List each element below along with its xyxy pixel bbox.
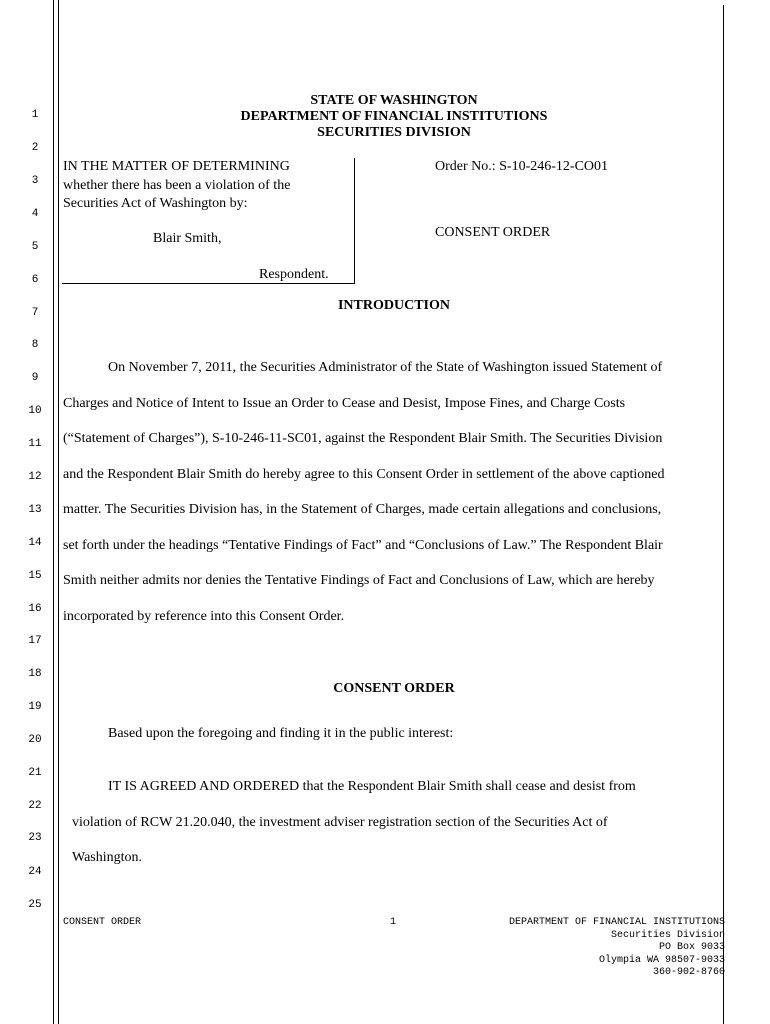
line-number: 2 bbox=[31, 142, 39, 154]
line-number: 17 bbox=[28, 635, 42, 647]
line-number: 5 bbox=[31, 241, 39, 253]
ordered-line: Washington. bbox=[72, 850, 143, 865]
footer-division: Securities Division bbox=[610, 929, 725, 941]
left-margin-rule bbox=[53, 0, 54, 1024]
line-number: 11 bbox=[28, 438, 42, 450]
line-number: 12 bbox=[28, 471, 42, 483]
line-number: 13 bbox=[28, 504, 42, 516]
footer-city: Olympia WA 98507-9033 bbox=[598, 954, 725, 966]
intro-line: matter. The Securities Division has, in the Statement of Charges, made certain allegations and conclusions, bbox=[63, 502, 662, 517]
footer-phone: 360-902-8760 bbox=[652, 967, 725, 978]
line-number: 10 bbox=[28, 405, 42, 417]
intro-line: set forth under the headings “Tentative Findings of Fact” and “Conclusions of Law.” The Respondent Blair bbox=[63, 538, 663, 553]
line-number: 19 bbox=[28, 701, 42, 713]
line-number: 1 bbox=[31, 109, 39, 121]
line-number: 24 bbox=[28, 866, 42, 878]
line-number: 21 bbox=[28, 767, 42, 779]
ordered-line: IT IS AGREED AND ORDERED that the Respondent Blair Smith shall cease and desist from bbox=[108, 779, 636, 794]
line-number: 23 bbox=[28, 832, 42, 844]
intro-line: Charges and Notice of Intent to Issue an Order to Cease and Desist, Impose Fines, and Charge Costs bbox=[63, 396, 626, 411]
respondent-name: Blair Smith, bbox=[153, 231, 222, 246]
line-number: 6 bbox=[31, 274, 39, 286]
line-number: 22 bbox=[28, 800, 42, 812]
footer-address bbox=[509, 917, 725, 980]
footer-department: DEPARTMENT OF FINANCIAL INSTITUTIONS bbox=[508, 917, 725, 928]
consent-order-heading: CONSENT ORDER bbox=[333, 681, 455, 696]
intro-line: (“Statement of Charges”), S-10-246-11-SC01, against the Respondent Blair Smith. The Securities Division bbox=[63, 431, 663, 446]
order-type: CONSENT ORDER bbox=[435, 225, 551, 240]
line-number: 16 bbox=[28, 603, 42, 615]
footer-po-box: PO Box 9033 bbox=[658, 942, 725, 953]
intro-line: On November 7, 2011, the Securities Administrator of the State of Washington issued Statement of bbox=[108, 360, 663, 375]
matter-line-1: IN THE MATTER OF DETERMINING bbox=[63, 159, 290, 174]
line-number: 4 bbox=[31, 208, 39, 220]
header-department: DEPARTMENT OF FINANCIAL INSTITUTIONS bbox=[240, 109, 548, 124]
line-number: 20 bbox=[28, 734, 42, 746]
right-margin-rule bbox=[723, 5, 724, 1024]
line-number: 18 bbox=[28, 668, 42, 680]
intro-line: incorporated by reference into this Consent Order. bbox=[63, 609, 345, 624]
line-number: 9 bbox=[31, 372, 39, 384]
intro-line: and the Respondent Blair Smith do hereby agree to this Consent Order in settlement of the above captioned bbox=[63, 467, 665, 482]
caption-right-rule bbox=[354, 158, 355, 283]
line-number: 7 bbox=[31, 307, 39, 319]
line-number: 14 bbox=[28, 537, 42, 549]
header-state: STATE OF WASHINGTON bbox=[310, 93, 478, 108]
left-margin-rule-inner bbox=[58, 0, 59, 1024]
matter-line-2: whether there has been a violation of the bbox=[63, 178, 291, 193]
footer-title: CONSENT ORDER bbox=[63, 917, 142, 928]
foregoing-line: Based upon the foregoing and finding it in the public interest: bbox=[108, 726, 454, 741]
ordered-line: violation of RCW 21.20.040, the investment adviser registration section of the Securities Act of bbox=[72, 815, 608, 830]
line-number: 15 bbox=[28, 570, 42, 582]
page-number: 1 bbox=[390, 917, 397, 928]
respondent-label: Respondent. bbox=[259, 267, 329, 282]
header-division: SECURITIES DIVISION bbox=[317, 125, 471, 140]
line-number: 25 bbox=[28, 899, 42, 911]
agency-header bbox=[60, 93, 728, 141]
line-number: 3 bbox=[31, 175, 39, 187]
matter-line-3: Securities Act of Washington by: bbox=[63, 196, 248, 211]
introduction-heading: INTRODUCTION bbox=[337, 298, 450, 313]
line-number: 8 bbox=[31, 339, 39, 351]
caption-bottom-rule bbox=[62, 283, 355, 284]
intro-line: Smith neither admits nor denies the Tentative Findings of Fact and Conclusions of Law, which are hereby bbox=[63, 573, 655, 588]
order-number: Order No.: S-10-246-12-CO01 bbox=[435, 159, 609, 174]
